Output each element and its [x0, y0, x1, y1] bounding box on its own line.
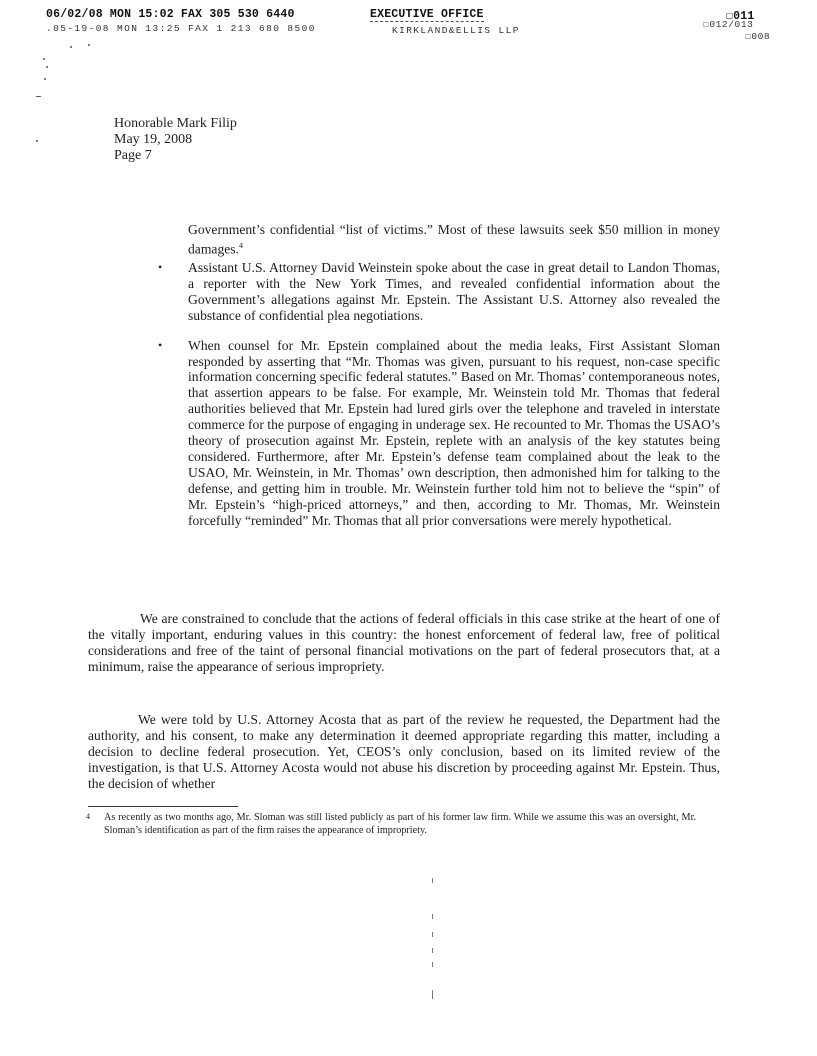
scan-artifact — [432, 932, 433, 937]
scan-speck — [70, 46, 72, 48]
footnote-reference: 4 — [238, 240, 243, 250]
bullet-icon: • — [158, 337, 163, 352]
bullet-list — [158, 260, 720, 529]
body-paragraph-review: We were told by U.S. Attorney Acosta that as part of the review he requested, the Department had the authority, and his consent, to make any determination it deemed appropriate regarding this matter, including a decision to decline federal prosecution. Yet, CEOS’s only conclusion, based on its limited review of the investigation, is that U.S. Attorney Acosta would not abuse his discretion by proceeding against Mr. Epstein. Thus, the decision of whether — [88, 712, 720, 791]
scan-artifact — [432, 914, 433, 919]
scan-artifact — [432, 878, 433, 883]
recipient-name: Honorable Mark Filip — [114, 116, 237, 131]
page-number: Page 7 — [114, 148, 152, 163]
footnote-divider — [88, 806, 238, 807]
scan-speck — [43, 58, 45, 60]
footnote-number: 4 — [86, 812, 90, 821]
fax-header-line-1: 06/02/08 MON 15:02 FAX 305 530 6440 — [46, 8, 295, 21]
footnote-text: As recently as two months ago, Mr. Sloman was still listed publicly as part of his former law firm. While we assume this was an oversight, Mr. Sloman’s identification as part of the firm raises the appearance of impropriety. — [104, 812, 696, 836]
bullet-icon: • — [158, 260, 163, 274]
scan-artifact — [432, 962, 433, 967]
scan-speck — [88, 44, 90, 46]
bullet-item-sloman — [158, 338, 720, 529]
scan-speck — [44, 78, 46, 80]
scan-artifact — [432, 990, 433, 999]
scan-speck — [36, 96, 41, 97]
letter-date: May 19, 2008 — [114, 132, 193, 147]
scan-artifact — [432, 948, 433, 953]
fax-page-counter-3: ☐008 — [745, 31, 771, 42]
fax-header-line-2: .05-19-08 MON 13:25 FAX 1 213 680 8500 — [46, 23, 316, 34]
bullet-text: Assistant U.S. Attorney David Weinstein spoke about the case in great detail to Landon Thomas, a reporter with the New York Times, and revealed confidential information about the Government’s allegations against Mr. Epstein. The Assistant U.S. Attorney also revealed the substance of confidential plea negotiations. — [188, 260, 720, 323]
scan-speck — [36, 140, 38, 142]
letter-header — [114, 116, 237, 164]
fax-page-counter-1: ☐011 — [726, 10, 755, 23]
scan-speck — [46, 66, 48, 68]
fax-header-firm: KIRKLAND&ELLIS LLP — [392, 25, 520, 36]
bullet-item-weinstein — [158, 260, 720, 324]
fax-header-office: EXECUTIVE OFFICE — [370, 8, 484, 21]
fax-page-counter-2: ☐012/013 — [703, 19, 754, 30]
continuation-body: Government’s confidential “list of victims.” Most of these lawsuits seek $50 million in money damages. — [188, 222, 720, 257]
bullet-text: When counsel for Mr. Epstein complained about the media leaks, First Assistant Sloman responded by asserting that “Mr. Thomas was given, pursuant to his request, non-case specific information concerning specific federal statutes.” Based on Mr. Thomas’ contemporaneous notes, that assertion appears to be false. For example, Mr. Weinstein told Mr. Thomas that federal authorities believed that Mr. Epstein had lured girls over the telephone and traveled in interstate commerce for the purpose of engaging in underage sex. He recounted to Mr. Thomas the USAO’s theory of prosecution against Mr. Epstein, replete with an analysis of the key statutes being considered. Furthermore, after Mr. Epstein’s defense team complained about the leak to the USAO, Mr. Weinstein, in Mr. Thomas’ own description, then admonished him for talking to the defense, and getting him in trouble. Mr. Weinstein further told him not to believe the “spin” of Mr. Epstein’s “high-priced attorneys,” and then, according to Mr. Thomas, Mr. Weinstein forcefully “reminded” Mr. Thomas that all prior conversations were merely hypothetical. — [188, 337, 720, 528]
body-paragraph-conclusion: We are constrained to conclude that the actions of federal officials in this case strike at the heart of one of the vitally important, enduring values in this country: the honest enforcement of federal law, free of political considerations and free of the taint of personal financial motivations on the part of federal prosecutors that, at a minimum, raise the appearance of serious impropriety. — [88, 611, 720, 674]
continuation-text — [188, 222, 720, 257]
